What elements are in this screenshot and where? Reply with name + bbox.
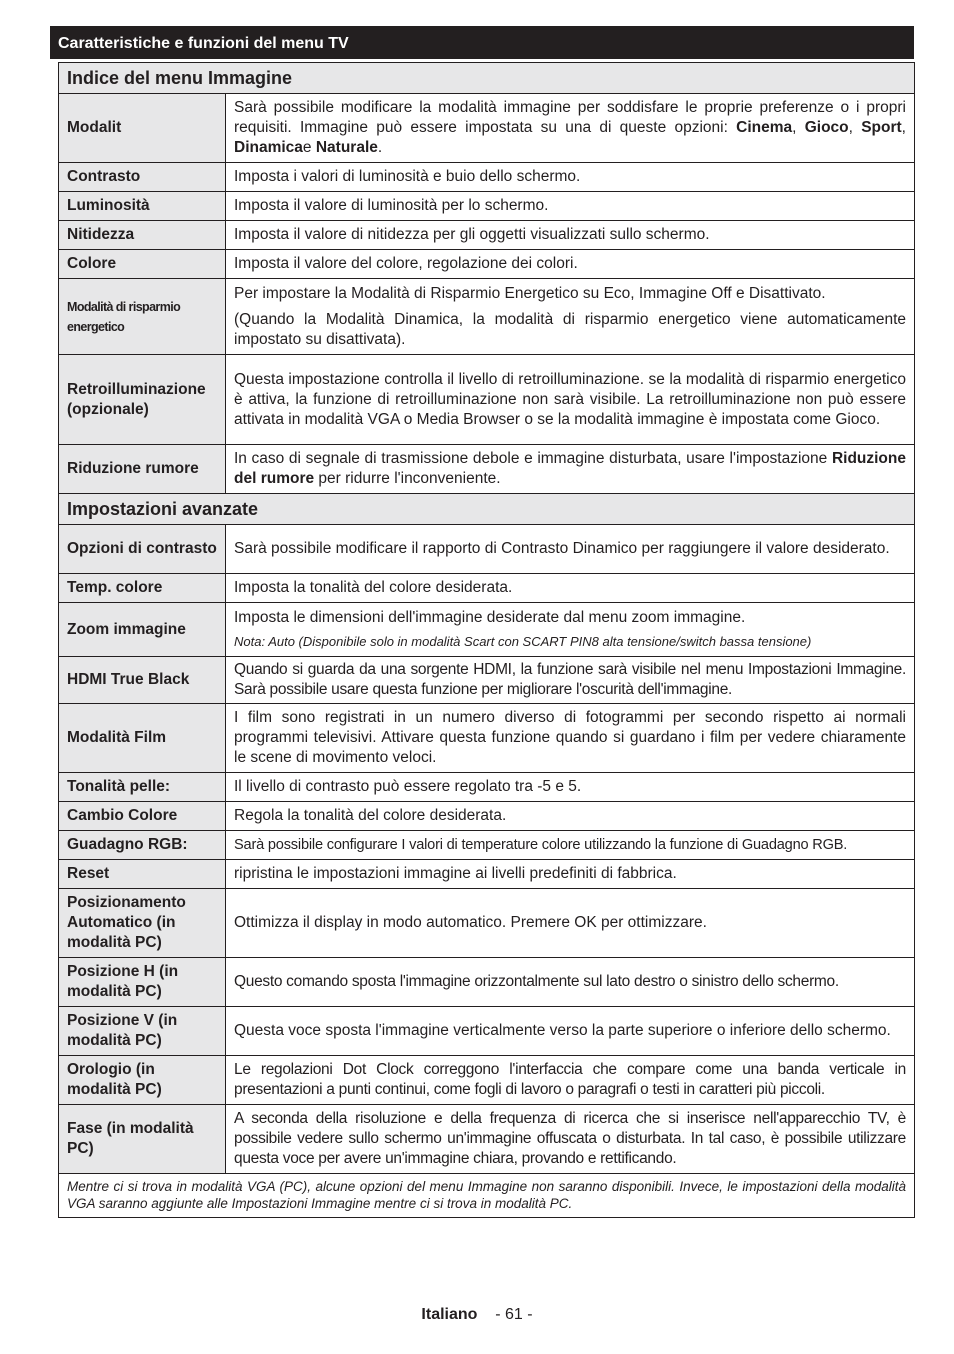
desc-bold: Riduzione del rumore [234,450,906,487]
row-name: Posizionamento Automatico (in modalità PC) [59,889,226,958]
row-name: Retroilluminazione (opzionale) [59,355,226,445]
table-row [59,889,915,958]
row-name: Colore [59,250,226,279]
table-row [59,94,915,163]
section-title: Impostazioni avanzate [59,494,915,525]
section-header-picture-menu [59,63,915,94]
row-name: Temp. colore [59,574,226,603]
row-name: Luminosità [59,192,226,221]
footer-language: Italiano [421,1306,478,1323]
table-row [59,250,915,279]
table-row [59,1007,915,1056]
table-row [59,192,915,221]
row-name: Tonalità pelle: [59,773,226,802]
desc-end: . [377,139,383,156]
row-description: Regola la tonalità del colore desiderata. [226,802,915,831]
option-gioco: Gioco [804,119,849,136]
row-name: Guadagno RGB: [59,831,226,860]
row-description: I film sono registrati in un numero diverso di fotogrammi per secondo rispetto ai normali programmi televisivi. Attivare questa funzione quando si guardano i film per vedere chiaramente le scene di movimento veloci. [226,704,915,773]
footer-note-row [59,1174,915,1218]
row-description [226,94,915,163]
row-description [226,279,915,355]
row-description: A seconda della risoluzione e della frequenza di ricerca che si inserisce nell'apparecchio TV, è possibile vedere sullo schermo un'immagine offuscata o disturbata. In tal caso, è possibile utilizzare questa voce per avere un'immagine chiara, provando e rettificando. [226,1105,915,1174]
desc-paragraph: (Quando la Modalità Dinamica, la modalità di risparmio energetico viene automaticamente impostato su disattivata). [234,310,906,348]
table-row [59,221,915,250]
row-name: Contrasto [59,163,226,192]
option-sport: Sport [861,119,902,136]
table-row [59,603,915,657]
row-description: Questo comando sposta l'immagine orizzontalmente sul lato destro o sinistro dello schermo. [226,958,915,1007]
table-row [59,958,915,1007]
table-row [59,657,915,704]
table-row [59,163,915,192]
row-name: Zoom immagine [59,603,226,657]
option-cinema: Cinema [736,119,793,136]
row-description: Le regolazioni Dot Clock correggono l'interfaccia che compare come una banda verticale in presentazioni a punti continui, come fogli di lavoro o paragrafi o testi in caratteri più piccoli. [226,1056,915,1105]
row-name: Orologio (in modalità PC) [59,1056,226,1105]
row-name: Opzioni di contrasto [59,525,226,574]
row-name: Modalità di risparmio energetico [59,279,226,355]
row-description: Imposta i valori di luminosità e buio dello schermo. [226,163,915,192]
row-description: Imposta il valore del colore, regolazione dei colori. [226,250,915,279]
row-name: Cambio Colore [59,802,226,831]
row-description [226,445,915,494]
table-row [59,704,915,773]
row-name: Modalit [59,94,226,163]
table-row [59,1056,915,1105]
row-description: Ottimizza il display in modo automatico. Premere OK per ottimizzare. [226,889,915,958]
row-description: Imposta la tonalità del colore desiderata. [226,574,915,603]
row-description [226,603,915,657]
table-row [59,802,915,831]
table-row [59,355,915,445]
separator: e [302,139,316,156]
row-name: HDMI True Black [59,657,226,704]
desc-text: In caso di segnale di trasmissione debole e immagine disturbata, usare l'impostazione [234,450,832,467]
page-header: Caratteristiche e funzioni del menu TV [50,26,914,59]
page-number: - 61 - [495,1306,533,1323]
section-title: Indice del menu Immagine [59,63,915,94]
desc-paragraph: Per impostare la Modalità di Risparmio Energetico su Eco, Immagine Off e Disattivato. [234,284,826,302]
row-description: ripristina le impostazioni immagine ai livelli predefiniti di fabbrica. [226,860,915,889]
row-name: Nitidezza [59,221,226,250]
row-description: Il livello di contrasto può essere regolato tra -5 e 5. [226,773,915,802]
row-name: Posizione H (in modalità PC) [59,958,226,1007]
picture-menu-table [58,62,915,1218]
row-name: Modalità Film [59,704,226,773]
row-name: Posizione V (in modalità PC) [59,1007,226,1056]
row-description: Sarà possibile modificare il rapporto di Contrasto Dinamico per raggiungere il valore desiderato. [226,525,915,574]
desc-text: Imposta le dimensioni dell'immagine desiderate dal menu zoom immagine. [234,608,746,626]
table-row [59,831,915,860]
table-row [59,1105,915,1174]
table-row [59,525,915,574]
row-description: Questa impostazione controlla il livello di retroilluminazione. se la modalità di risparmio energetico è attiva, la funzione di retroilluminazione non sarà visibile. La retroilluminazione non può essere attivata in modalità VGA o Media Browser o se la modalità immagine è impostata come Gioco. [226,355,915,445]
table-row [59,773,915,802]
footer-note: Mentre ci si trova in modalità VGA (PC), alcune opzioni del menu Immagine non saranno disponibili. Invece, le impostazioni della modalità VGA saranno aggiunte alle Impostazioni Immagine mentre ci si trova in modalità PC. [59,1174,915,1218]
section-header-advanced [59,494,915,525]
row-description: Imposta il valore di nitidezza per gli oggetti visualizzati sullo schermo. [226,221,915,250]
row-name: Riduzione rumore [59,445,226,494]
desc-text: per ridurre l'inconveniente. [314,470,501,487]
table-row [59,860,915,889]
desc-note: Nota: Auto (Disponibile solo in modalità Scart con SCART PIN8 alta tensione/switch bassa tensione) [234,633,812,649]
option-naturale: Naturale [315,139,378,156]
separator: , [792,119,805,136]
row-description: Quando si guarda da una sorgente HDMI, la funzione sarà visibile nel menu Impostazioni Immagine. Sarà possibile usare questa funzione per migliorare l'oscurità dell'immagine. [226,657,915,704]
separator: , [901,119,906,136]
row-name: Fase (in modalità PC) [59,1105,226,1174]
page-footer [0,1306,954,1324]
row-name: Reset [59,860,226,889]
desc-text: Sarà possibile modificare la modalità immagine per soddisfare le proprie preferenze o i propri requisiti. Immagine può essere impostata su una di queste opzioni: [234,99,906,136]
separator: , [848,119,862,136]
table-row [59,279,915,355]
row-description: Imposta il valore di luminosità per lo schermo. [226,192,915,221]
row-description: Sarà possibile configurare I valori di temperature colore utilizzando la funzione di Guadagno RGB. [226,831,915,860]
row-description: Questa voce sposta l'immagine verticalmente verso la parte superiore o inferiore dello schermo. [226,1007,915,1056]
table-row [59,445,915,494]
table-row [59,574,915,603]
option-dinamica: Dinamica [234,139,303,156]
